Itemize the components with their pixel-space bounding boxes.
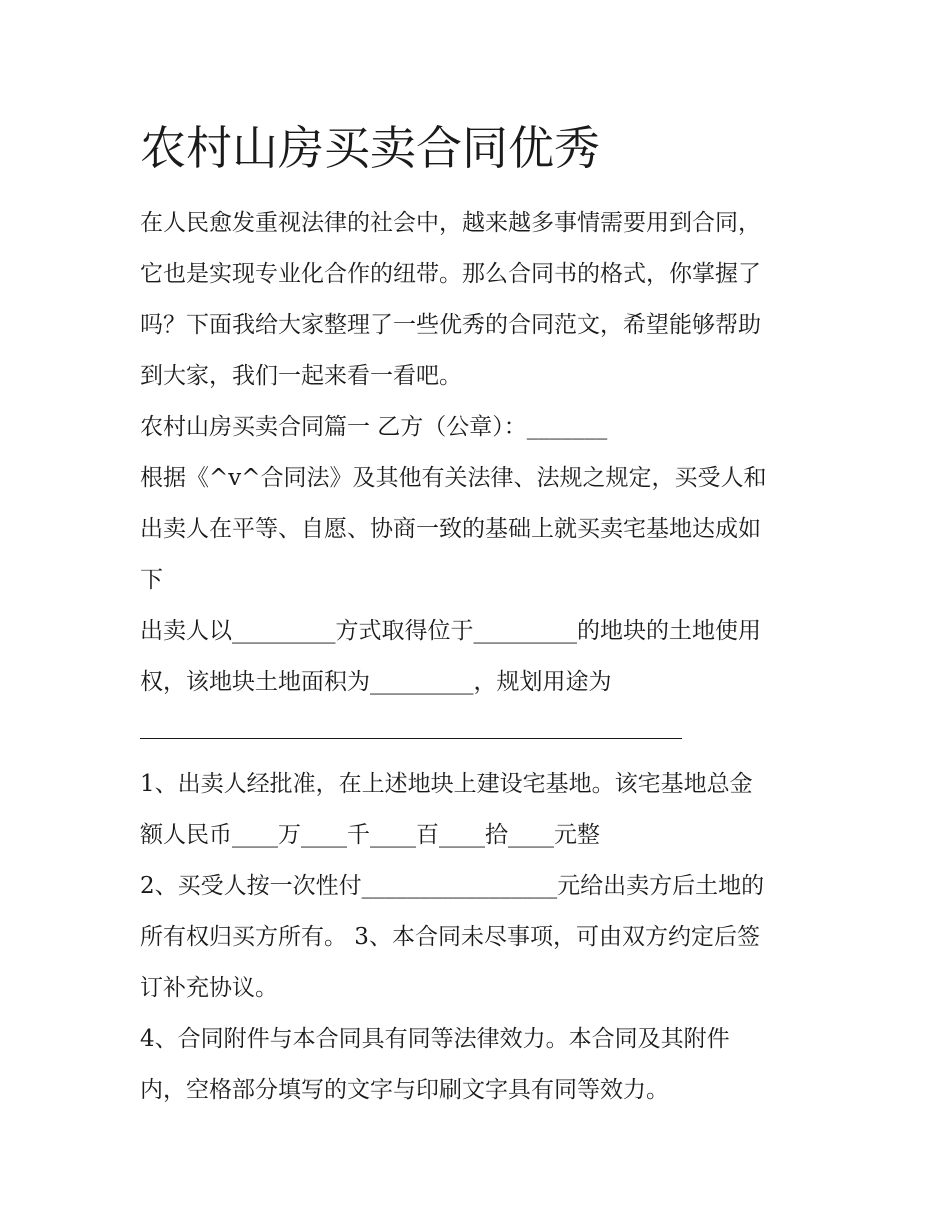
text-line: 在人民愈发重视法律的社会中，越来越多事情需要用到合同， (140, 210, 761, 236)
clause-line: 额人民币____万____千____百____拾____元整 (140, 822, 600, 848)
clause-line: 4、合同附件与本合同具有同等法律效力。本合同及其附件 (140, 1026, 730, 1052)
text-line: 出卖人在平等、自愿、协商一致的基础上就买卖宅基地达成如 (140, 516, 761, 542)
text-line: 到大家，我们一起来看一看吧。 (140, 363, 462, 389)
blank-underline (140, 738, 682, 739)
document-body (140, 118, 830, 1116)
fill-in-blank-line (140, 708, 830, 759)
text-line: 它也是实现专业化合作的纽带。那么合同书的格式，你掌握了 (140, 261, 761, 287)
clause-line: 2、买受人按一次性付_________________元给出卖方后土地的 (140, 873, 765, 899)
clause-line: 内，空格部分填写的文字与印刷文字具有同等效力。 (140, 1077, 669, 1103)
document-title: 农村山房买卖合同优秀 (140, 121, 600, 175)
text-line: 出卖人以_________方式取得位于_________的地块的土地使用 (140, 618, 761, 644)
text-line: 根据《^v^合同法》及其他有关法律、法规之规定，买受人和 (140, 465, 767, 491)
clause-line: 订补充协议。 (140, 975, 278, 1001)
text-line: 权，该地块土地面积为_________，规划用途为 (140, 669, 612, 695)
clause-line: 1、出卖人经批准，在上述地块上建设宅基地。该宅基地总金 (140, 771, 753, 797)
text-line: 下 (140, 567, 163, 593)
section-heading-line: 农村山房买卖合同篇一 乙方（公章）：_______ (140, 414, 608, 440)
clause-line: 所有权归买方所有。 3、本合同未尽事项，可由双方约定后签 (140, 924, 760, 950)
text-line: 吗？下面我给大家整理了一些优秀的合同范文，希望能够帮助 (140, 312, 761, 338)
